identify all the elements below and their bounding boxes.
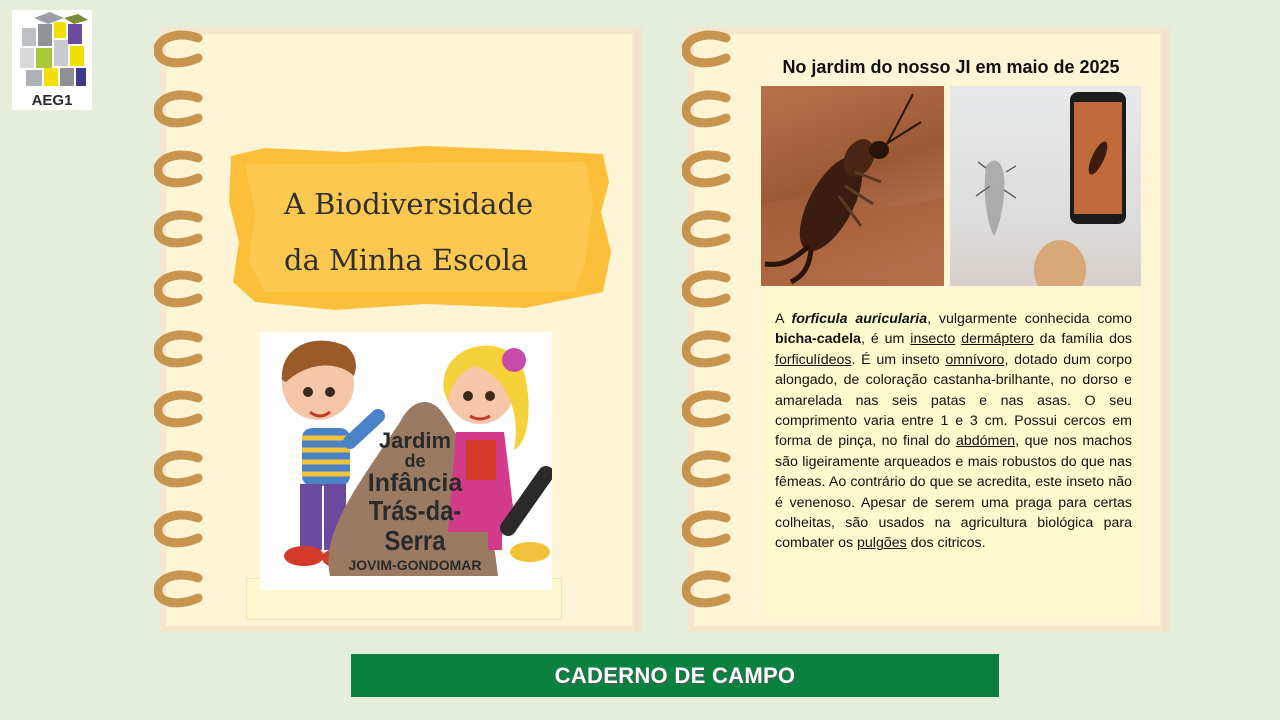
- logo-label: AEG1: [31, 92, 73, 109]
- link-forficulideos[interactable]: forficulídeos: [775, 351, 852, 368]
- earwig-photo: [761, 86, 944, 286]
- page-edge: [634, 28, 642, 632]
- school-name: [330, 430, 500, 574]
- field-notebook-banner: [351, 654, 999, 697]
- desc-part: da família dos: [1033, 331, 1132, 348]
- field-notes-heading: No jardim do nosso JI em maio de 2025: [782, 57, 1120, 77]
- species-description: [775, 309, 1132, 554]
- school-location: JOVIM-GONDOMAR: [348, 557, 482, 573]
- school-name-line3: Infância: [367, 469, 463, 497]
- link-pulgoes[interactable]: pulgões: [857, 535, 907, 552]
- desc-part: dos citricos.: [906, 535, 986, 552]
- earwig-photo-art: [761, 86, 944, 286]
- school-name-line1: Jardim: [378, 428, 452, 453]
- link-insecto[interactable]: insecto: [910, 331, 956, 348]
- species-common-name: bicha-cadela: [775, 331, 861, 348]
- phone-photo: [950, 86, 1141, 286]
- desc-part: , dotado dum corpo alongado, de coloração castanha-brilhante, no dorso e amarelada nas seis patas e nas asas. O seu comprimento varia entre 1 e 3 cm. Possui cercos em forma de pinça, no final do: [775, 351, 1132, 450]
- link-abdomen[interactable]: abdómen: [955, 433, 1016, 450]
- cover-title-line1: A Biodiversidade: [284, 187, 534, 221]
- desc-part: , é um: [860, 331, 911, 348]
- species-scientific-name: forficula auricularia: [791, 311, 928, 327]
- cover-title-line2: da Minha Escola: [284, 243, 529, 277]
- desc-part: , vulgarmente conhecida como: [927, 311, 1133, 327]
- page-edge: [1162, 28, 1170, 632]
- spiral-binding-icon: [682, 28, 742, 632]
- aeg1-logo-icon: [12, 10, 92, 92]
- spiral-binding-icon: [154, 28, 214, 632]
- cover-title: [284, 176, 584, 288]
- desc-part: A: [775, 311, 792, 327]
- link-omnivoro[interactable]: omnívoro: [945, 351, 1005, 368]
- school-name-line2: de: [404, 451, 426, 471]
- link-dermaptero[interactable]: dermáptero: [961, 331, 1034, 348]
- desc-part: , que nos machos são ligeiramente arqueados e mais robustos do que nas fêmeas. Ao contrário do que se acredita, este inseto não é venenoso. Apesar de serem uma praga para certas colheitas, são usados na agricultura biológica para combater os: [775, 433, 1132, 552]
- desc-part: . É um inseto: [851, 351, 946, 368]
- phone-photo-art: [950, 86, 1141, 286]
- aeg1-logo: [12, 10, 92, 110]
- school-name-line4: Trás-da-Serra: [368, 495, 462, 556]
- banner-label: CADERNO DE CAMPO: [554, 662, 796, 688]
